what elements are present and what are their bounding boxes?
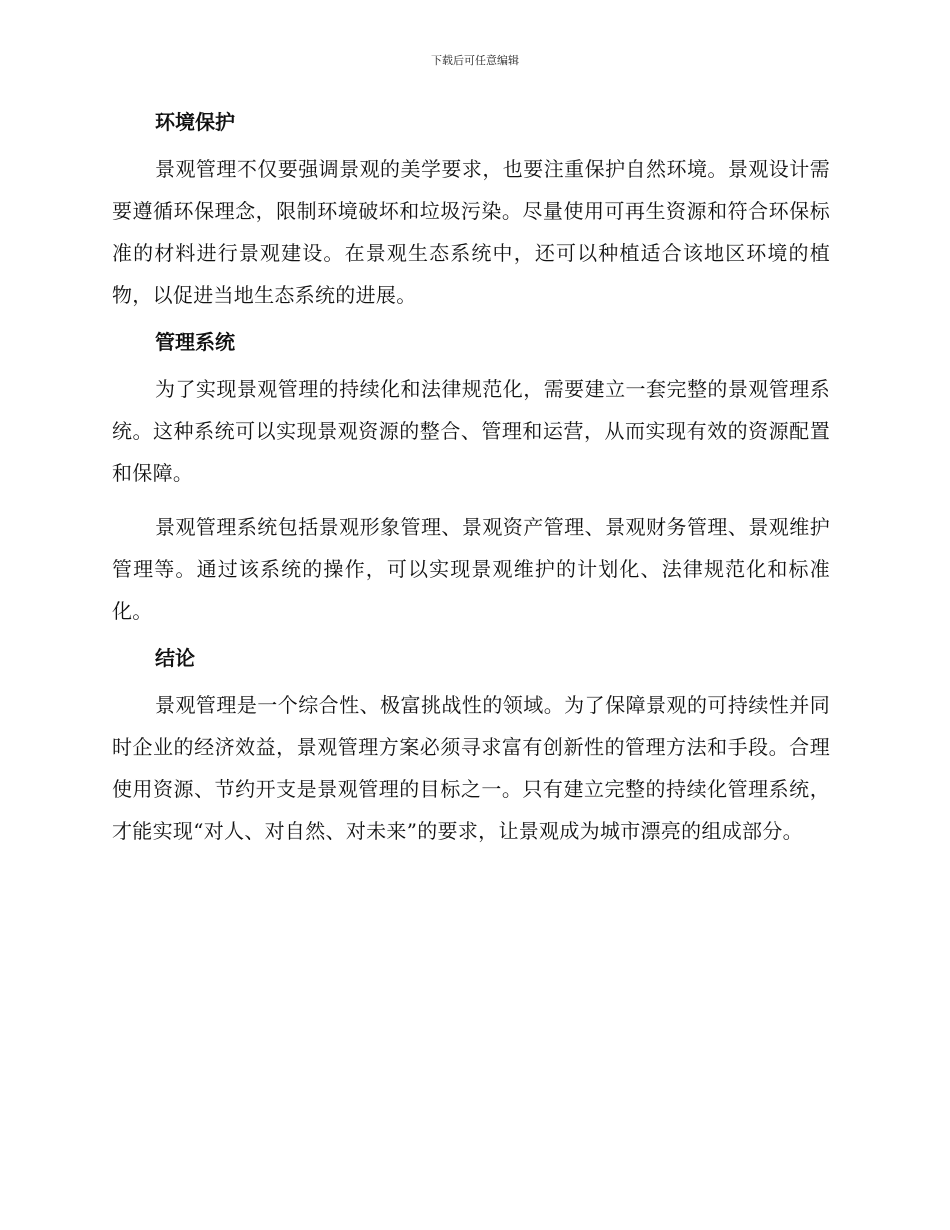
document-body bbox=[112, 108, 830, 864]
section-management-system bbox=[112, 328, 830, 632]
section-environment-protection bbox=[112, 108, 830, 316]
section-conclusion bbox=[112, 644, 830, 852]
paragraph: 景观管理是一个综合性、极富挑战性的领域。为了保障景观的可持续性并同时企业的经济效益，景观管理方案必须寻求富有创新性的管理方法和手段。合理使用资源、节约开支是景观管理的目标之一。只有建立完整的持续化管理系统，才能实现“对人、对自然、对未来”的要求，让景观成为城市漂亮的组成部分。 bbox=[112, 693, 830, 843]
paragraph: 景观管理不仅要强调景观的美学要求，也要注重保护自然环境。景观设计需要遵循环保理念，限制环境破坏和垃圾污染。尽量使用可再生资源和符合环保标准的材料进行景观建设。在景观生态系统中，还可以种植适合该地区环境的植物，以促进当地生态系统的进展。 bbox=[112, 157, 830, 307]
section-heading: 结论 bbox=[155, 646, 195, 670]
section-heading: 环境保护 bbox=[155, 110, 235, 134]
paragraph: 景观管理系统包括景观形象管理、景观资产管理、景观财务管理、景观维护管理等。通过该系统的操作，可以实现景观维护的计划化、法律规范化和标准化。 bbox=[112, 515, 830, 623]
paragraph: 为了实现景观管理的持续化和法律规范化，需要建立一套完整的景观管理系统。这种系统可以实现景观资源的整合、管理和运营，从而实现有效的资源配置和保障。 bbox=[112, 377, 830, 485]
section-heading: 管理系统 bbox=[155, 330, 235, 354]
page-header-note: 下载后可任意编辑 bbox=[431, 54, 519, 67]
